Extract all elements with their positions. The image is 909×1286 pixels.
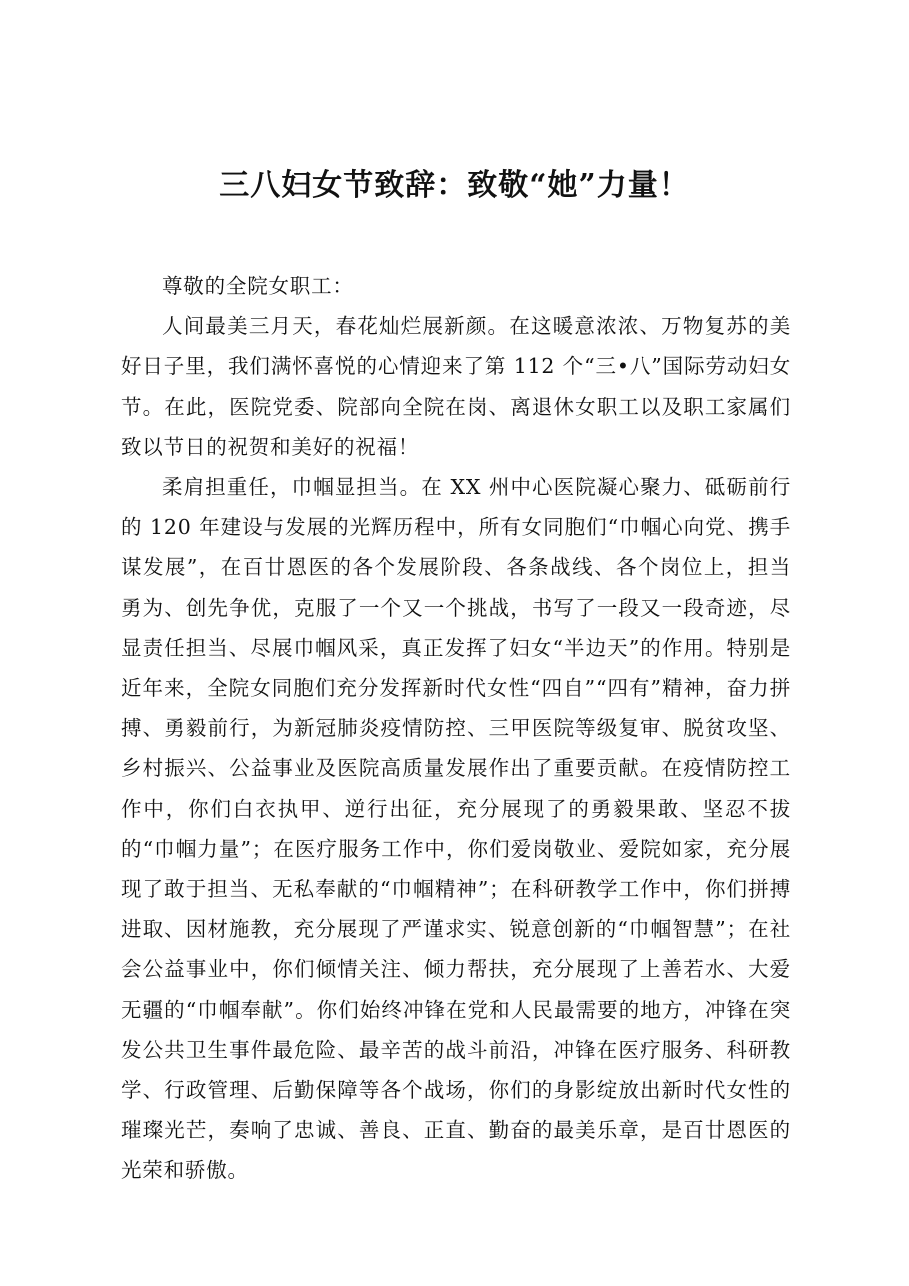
document-title: 三八妇女节致辞：致敬“她”力量！ — [219, 168, 690, 203]
paragraph-achievements: 柔肩担重任，巾帼显担当。在 XX 州中心医院凝心聚力、砥砺前行的 120 年建设与发展的光辉历程中，所有女同胞们“巾帼心向党、携手谋发展”，在百廿恩医的各个发展阶段、各条战线、各个岗位上，担当勇为、创先争优，克服了一个又一个挑战，书写了一段又一段奇迹，尽显责任担当、尽展巾帼风采，真正发挥了妇女“半边天”的作用。特别是近年来，全院女同胞们充分发挥新时代女性“四自”“四有”精神，奋力拼搏、勇毅前行，为新冠肺炎疫情防控、三甲医院等级复审、脱贫攻坚、乡村振兴、公益事业及医院高质量发展作出了重要贡献。在疫情防控工作中，你们白衣执甲、逆行出征，充分展现了的勇毅果敢、坚忍不拔的“巾帼力量”；在医疗服务工作中，你们爱岗敬业、爱院如家，充分展现了敢于担当、无私奉献的“巾帼精神”；在科研教学工作中，你们拼搏进取、因材施教，充分展现了严谨求实、锐意创新的“巾帼智慧”；在社会公益事业中，你们倾情关注、倾力帮扶，充分展现了上善若水、大爱无疆的“巾帼奉献”。你们始终冲锋在党和人民最需要的地方，冲锋在突发公共卫生事件最危险、最辛苦的战斗前沿，冲锋在医疗服务、科研教学、行政管理、后勤保障等各个战场，你们的身影绽放出新时代女性的璀璨光芒，奏响了忠诚、善良、正直、勤奋的最美乐章，是百廿恩医的光荣和骄傲。 — [121, 475, 791, 1183]
salutation: 尊敬的全院女职工： — [162, 274, 354, 298]
document-body — [121, 266, 791, 1191]
paragraph-greeting: 人间最美三月天，春花灿烂展新颜。在这暖意浓浓、万物复苏的美好日子里，我们满怀喜悦的心情迎来了第 112 个“三•八”国际劳动妇女节。在此，医院党委、院部向全院在岗、离退休女职工以及职工家属们致以节日的祝贺和美好的祝福！ — [121, 314, 791, 459]
